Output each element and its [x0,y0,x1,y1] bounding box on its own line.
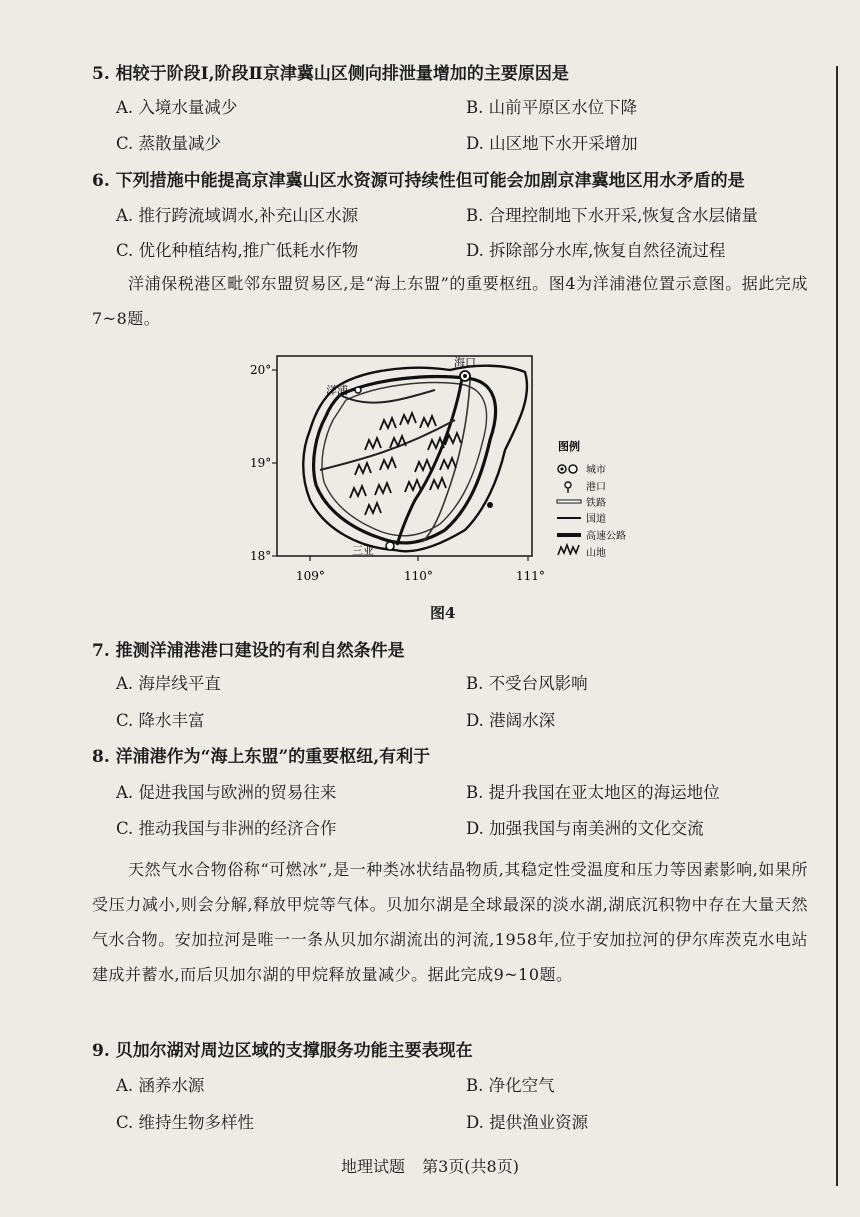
lon-label-111: 111° [516,569,545,583]
lat-label-18: 18° [250,549,272,563]
page-edge-line [836,66,838,1186]
question-9-option-d[interactable]: D. 提供渔业资源 [466,1113,589,1132]
legend-national-road: 国道 [586,514,606,525]
sanya-city-marker [386,542,394,550]
footer-page-number: 第3页(共8页) [422,1157,519,1176]
lat-label-19: 19° [250,456,272,470]
yangpu-label: 洋浦 [326,384,348,397]
figure-caption: 图4 [430,604,456,622]
haikou-label: 海口 [454,356,476,369]
map-legend [556,440,656,570]
lon-label-110: 110° [404,569,433,583]
legend-expressway: 高速公路 [586,531,626,542]
legend-city: 城市 [586,465,606,476]
sanya-label: 三亚 [352,544,374,557]
question-9-option-c[interactable]: C. 维持生物多样性 [116,1113,255,1132]
question-7-option-b[interactable]: B. 不受台风影响 [466,674,588,693]
central-expressway [397,378,462,545]
lat-label-20: 20° [250,363,272,377]
question-6-option-b[interactable]: B. 合理控制地下水开采,恢复含水层储量 [466,206,758,225]
east-dot-marker [487,502,493,508]
question-7-option-d[interactable]: D. 港阔水深 [466,711,556,730]
question-6-option-c[interactable]: C. 优化种植结构,推广低耗水作物 [116,241,359,260]
intro-9-10: 天然气水合物俗称“可燃冰”,是一种类冰状结晶物质,其稳定性受温度和压力等因素影响,如果所受压力减小,则会分解,释放甲烷等气体。贝加尔湖是全球最深的淡水湖,湖底沉积物中存在大量天然气水合物。安加拉河是唯一一条从贝加尔湖流出的河流,1958年,位于安加拉河的伊尔库茨克水电站建成并蓄水,而后贝加尔湖的甲烷释放量减少。据此完成9~10题。 [92,860,808,984]
question-7-option-a[interactable]: A. 海岸线平直 [116,674,221,693]
question-5-option-b[interactable]: B. 山前平原区水位下降 [466,98,638,117]
legend-mountain: 山地 [586,548,606,559]
intro-7-8: 洋浦保税港区毗邻东盟贸易区,是“海上东盟”的重要枢纽。图4为洋浦港位置示意图。据此完成7~8题。 [92,274,808,328]
legend-port: 港口 [586,482,606,493]
question-7-stem: 7. 推测洋浦港港口建设的有利自然条件是 [92,641,405,661]
question-6-option-a[interactable]: A. 推行跨流域调水,补充山区水源 [116,206,359,225]
page-footer [0,1154,860,1177]
question-8-option-c[interactable]: C. 推动我国与非洲的经济合作 [116,819,337,838]
question-9-option-b[interactable]: B. 净化空气 [466,1076,555,1095]
question-7-option-c[interactable]: C. 降水丰富 [116,711,205,730]
question-6-option-d[interactable]: D. 拆除部分水库,恢复自然径流过程 [466,241,726,260]
question-5-stem: 5. 相较于阶段Ⅰ,阶段Ⅱ京津冀山区侧向排泄量增加的主要原因是 [92,64,569,84]
question-5-option-a[interactable]: A. 入境水量减少 [116,98,238,117]
question-5-option-d[interactable]: D. 山区地下水开采增加 [466,134,638,153]
question-8-stem: 8. 洋浦港作为“海上东盟”的重要枢纽,有利于 [92,747,431,767]
question-8-option-b[interactable]: B. 提升我国在亚太地区的海运地位 [466,783,720,802]
question-8-option-d[interactable]: D. 加强我国与南美洲的文化交流 [466,819,704,838]
yangpu-port-marker [355,387,361,393]
legend-title: 图例 [558,440,580,453]
question-6-stem: 6. 下列措施中能提高京津冀山区水资源可持续性但可能会加剧京津冀地区用水矛盾的是 [92,171,745,191]
lon-label-109: 109° [296,569,325,583]
legend-railway: 铁路 [586,498,606,509]
question-9-option-a[interactable]: A. 涵养水源 [116,1076,205,1095]
footer-subject: 地理试题 [341,1157,406,1176]
national-road-west [320,390,455,470]
question-9-stem: 9. 贝加尔湖对周边区域的支撑服务功能主要表现在 [92,1041,473,1061]
question-5-option-c[interactable]: C. 蒸散量减少 [116,134,222,153]
question-8-option-a[interactable]: A. 促进我国与欧洲的贸易往来 [116,783,337,802]
yangpu-location-map [240,350,560,590]
